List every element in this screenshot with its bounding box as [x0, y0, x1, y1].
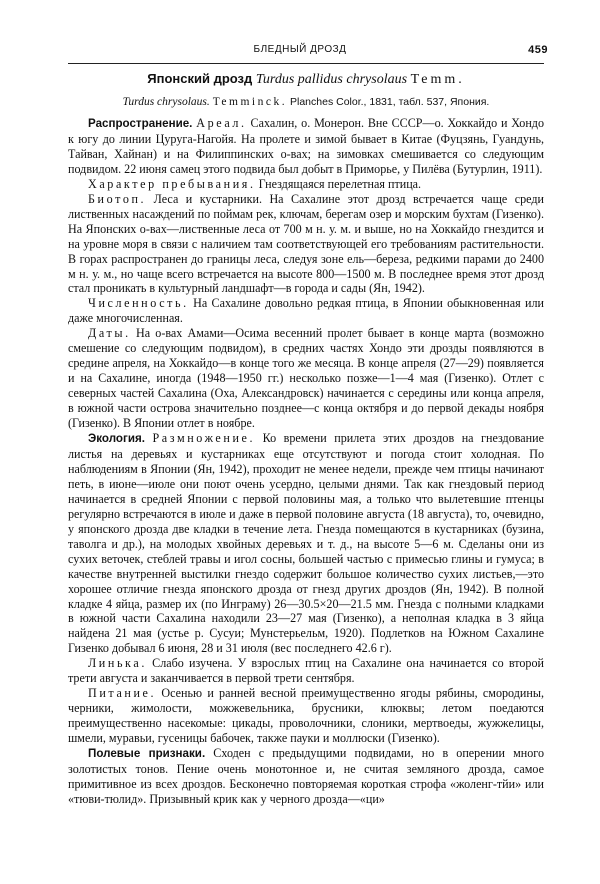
text-breeding: Ко времени прилета этих дроздов на гнездование листья на деревьях и кустарниках еще отсутствуют и погода стоит холодная. По наблюдениям в Японии (Ян, 1942), проходит не менее недели, прежде чем птицы начинают петь, в июне—июле они поют очень усердно, целыми днями. Так как гнездовый период начинается в средней Японии с первой половины мая, а только что вылетевшие птенцы регулярно встречаются в июле и даже в первой половине августа (18 августа), то, очевидно, у японского дрозда две кладки в течение лета. Гнезда помещаются в кустарниках (бузина, таволга и др.), на молодых хвойных деревьях и т. д., на высоте 5—6 м. Сделаны они из сухих веточек, стеблей травы и игол сосны, большей частью с примесью глины и гумуса; в качестве внутренней выстилки гнездо содержит большое количество сухих листьев,—это хорошее отличие гнезда японского дрозда от гнезд других дроздов (Ян, 1942). В полной кладке 4 яйца, размер их (по Инграму) 26—30.5×20—21.5 мм. Гнезда с полными кладками в южной части Сахалина находили 23—27 мая (Гизенко), а неполная кладка в 3 яйца найдена 21 мая (устье р. Сусуи; Мунстерьельм, 1920). Подлетков на Южном Сахалине Гизенко добывал 6 июня, 28 и 31 июля (вес последнего 42.6 г). — [68, 431, 544, 656]
text-dates: На о-вах Амами—Осима весенний пролет бывает в конце марта (возможно смешение со следующим подвидом), в средних частях Хондо эти дрозды появляются в средине апреля, на Хоккайдо—в конце того же месяца. В конце апреля (27—29) появляется и на Сахалине, иногда (1948—1950 гг.) несколько позже—1—4 мая (Гизенко). Отлет с северных частей Сахалина (Оха, Александровск) начинается с середины или конца апреля, в южной части острова значительно позднее—с конца октября и до первой декады ноября (Гизенко). В Японии отлет в ноябре. — [68, 326, 544, 431]
text-character: Гнездящаяся перелетная птица. — [258, 176, 422, 191]
paragraph-distribution — [68, 116, 544, 177]
text-abundance: На Сахалине довольно редкая птица, в Японии обыкновенная или даже многочисленная. — [68, 296, 544, 326]
heading-distribution: Распространение. — [88, 117, 193, 130]
page-number: 459 — [528, 44, 548, 56]
lead-abundance: Численность. — [88, 296, 189, 311]
text-molt: Слабо изучена. У взрослых птиц на Сахалине она начинается со второй трети августа и заканчивается в первой трети сентября. — [68, 656, 544, 686]
synonym-line — [68, 96, 544, 108]
running-head-title: БЛЕДНЫЙ ДРОЗД — [253, 44, 347, 55]
lead-range: Ареал. — [196, 116, 247, 130]
paragraph-field-marks — [68, 746, 544, 807]
heading-ecology: Экология. — [88, 432, 145, 446]
paragraph-dates — [68, 326, 544, 431]
lead-character: Характер пребывания. — [88, 176, 256, 191]
lead-breeding: Размножение. — [152, 431, 256, 446]
paragraph-food — [68, 686, 544, 746]
species-title — [68, 71, 544, 88]
author-name: Temm. — [410, 72, 465, 87]
synonym-reference: Planches Color., 1831, табл. 537, Япония. — [290, 96, 490, 108]
synonym-author: Temminck. — [212, 96, 288, 108]
lead-molt: Линька. — [88, 656, 147, 671]
lead-food: Питание. — [88, 686, 157, 701]
lead-dates: Даты. — [88, 326, 131, 341]
paragraph-abundance — [68, 296, 544, 326]
article-body — [68, 116, 544, 807]
text-food: Осенью и ранней весной преимущественно ягоды рябины, смородины, черники, жимолости, можжевельника, брусники, клюквы; летом поедаются преимущественно насекомые: цикады, проволочники, слоники, мертвоеды, жужжелицы, шмели, муравьи, гусеницы бабочек, также пауки и моллюски (Гизенко). — [68, 686, 544, 746]
text-field-marks: Сходен с предыдущими подвидами, но в оперении много золотистых тонов. Пение очень монотонное и, не считая земляного дрозда, самое примитивное из всех дроздов. Бесконечно повторяемая короткая строфа «жоленг-тйи» или «тюви-тюлид». Призывный крик как у черного дрозда—«ци» — [68, 746, 544, 806]
lead-biotope: Биотоп. — [88, 191, 147, 206]
synonym-latin: Turdus chrysolaus. — [122, 96, 210, 108]
common-name: Японский дрозд — [147, 71, 253, 86]
paragraph-character — [68, 177, 544, 192]
latin-name: Turdus pallidus chrysolaus — [255, 72, 408, 87]
heading-field-marks: Полевые признаки. — [88, 747, 206, 761]
text-biotope: Леса и кустарники. На Сахалине этот дрозд встречается чаще среди лиственных насаждений по поймам рек, ключам, берегам озер и морским бухтам (Гизенко). На Японских о-вах—лиственные леса от 700 м н. у. м. и выше, но на Хоккайдо гнездится и на уровне моря в связи с наличием там соответствующей его требованиям растительности. В горах распространен до границы леса, следуя зоне ель—береза, редкими парами до 2400 м н. у. м., но чаще всего встречается на высоте 800—1500 м. В последнее время этот дрозд стал проникать в культурный ландшафт—в города и сады (Ян, 1942). — [68, 191, 544, 296]
paragraph-molt — [68, 656, 544, 686]
paragraph-biotope — [68, 192, 544, 297]
paragraph-ecology — [68, 431, 544, 656]
text-distribution: Сахалин, о. Монерон. Вне СССР—о. Хоккайдо и Хондо к югу до линии Цуруга-Нагойя. На пролете и зимой бывает в Китае (Фуцзянь, Гуандунь, Тайван, Хайнан) и на Филиппинских о-вах; на зимовках смешивается со следующим подвидом. 22 июня самец этого подвида был добыт в Приморье, у Пилёва (Бутурлин, 1911). — [68, 116, 544, 176]
header-rule — [68, 63, 544, 64]
running-head — [0, 44, 600, 60]
